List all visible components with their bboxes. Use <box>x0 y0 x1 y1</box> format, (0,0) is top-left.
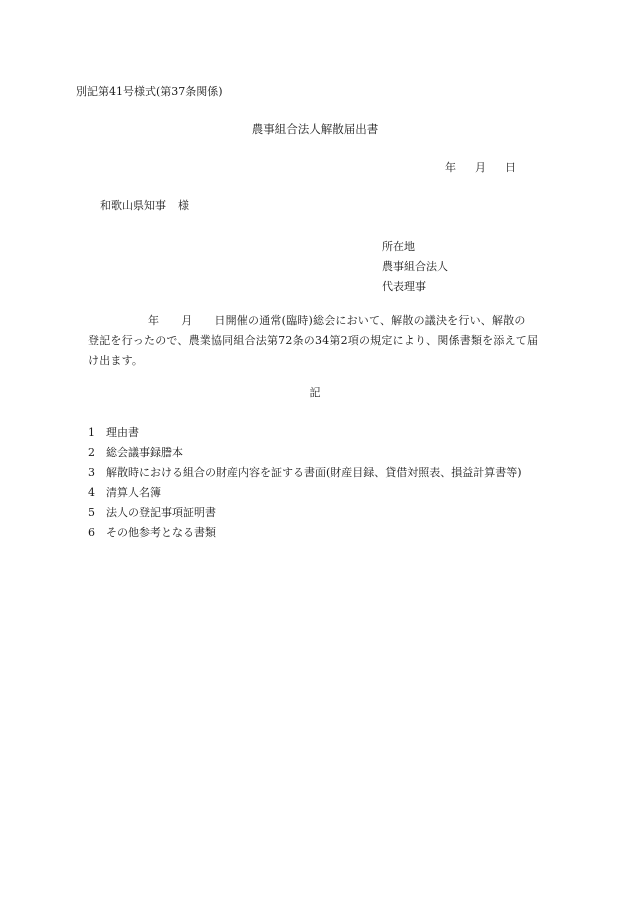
list-item: 2 総会議事録謄本 <box>88 446 183 459</box>
date-day-label: 日 <box>505 161 516 174</box>
body-month-label: 月 <box>181 314 193 327</box>
date-year-label: 年 <box>445 161 456 174</box>
form-number: 別記第41号様式(第37条関係) <box>76 85 223 98</box>
applicant-block <box>382 237 448 297</box>
body-line-1: 日開催の通常(臨時)総会において、解散の議決を行い、解散の <box>214 314 526 327</box>
list-item: 3 解散時における組合の財産内容を証する書面(財産目録、貸借対照表、損益計算書等) <box>88 466 522 479</box>
date-line <box>445 162 516 173</box>
list-item: 5 法人の登記事項証明書 <box>88 506 216 519</box>
body-line-2: 登記を行ったので、農業協同組合法第72条の34第2項の規定により、関係書類を添えて届 <box>88 334 539 347</box>
body-line-3: け出ます。 <box>88 354 144 367</box>
date-month-label: 月 <box>475 161 486 174</box>
list-item: 1 理由書 <box>88 426 139 439</box>
addressee <box>100 200 189 211</box>
list-item: 4 清算人名簿 <box>88 486 161 499</box>
document-title: 農事組合法人解散届出書 <box>251 122 379 136</box>
applicant-corp-label: 農事組合法人 <box>382 260 448 273</box>
applicant-rep-label: 代表理事 <box>382 280 426 293</box>
attachment-list <box>88 423 522 543</box>
addressee-name: 和歌山県知事 <box>100 199 166 212</box>
applicant-address-label: 所在地 <box>382 240 415 253</box>
addressee-honorific: 様 <box>178 199 189 212</box>
ki-heading: 記 <box>309 386 321 399</box>
body-paragraph <box>76 311 554 371</box>
list-item: 6 その他参考となる書類 <box>88 526 216 539</box>
body-year-label: 年 <box>148 314 160 327</box>
